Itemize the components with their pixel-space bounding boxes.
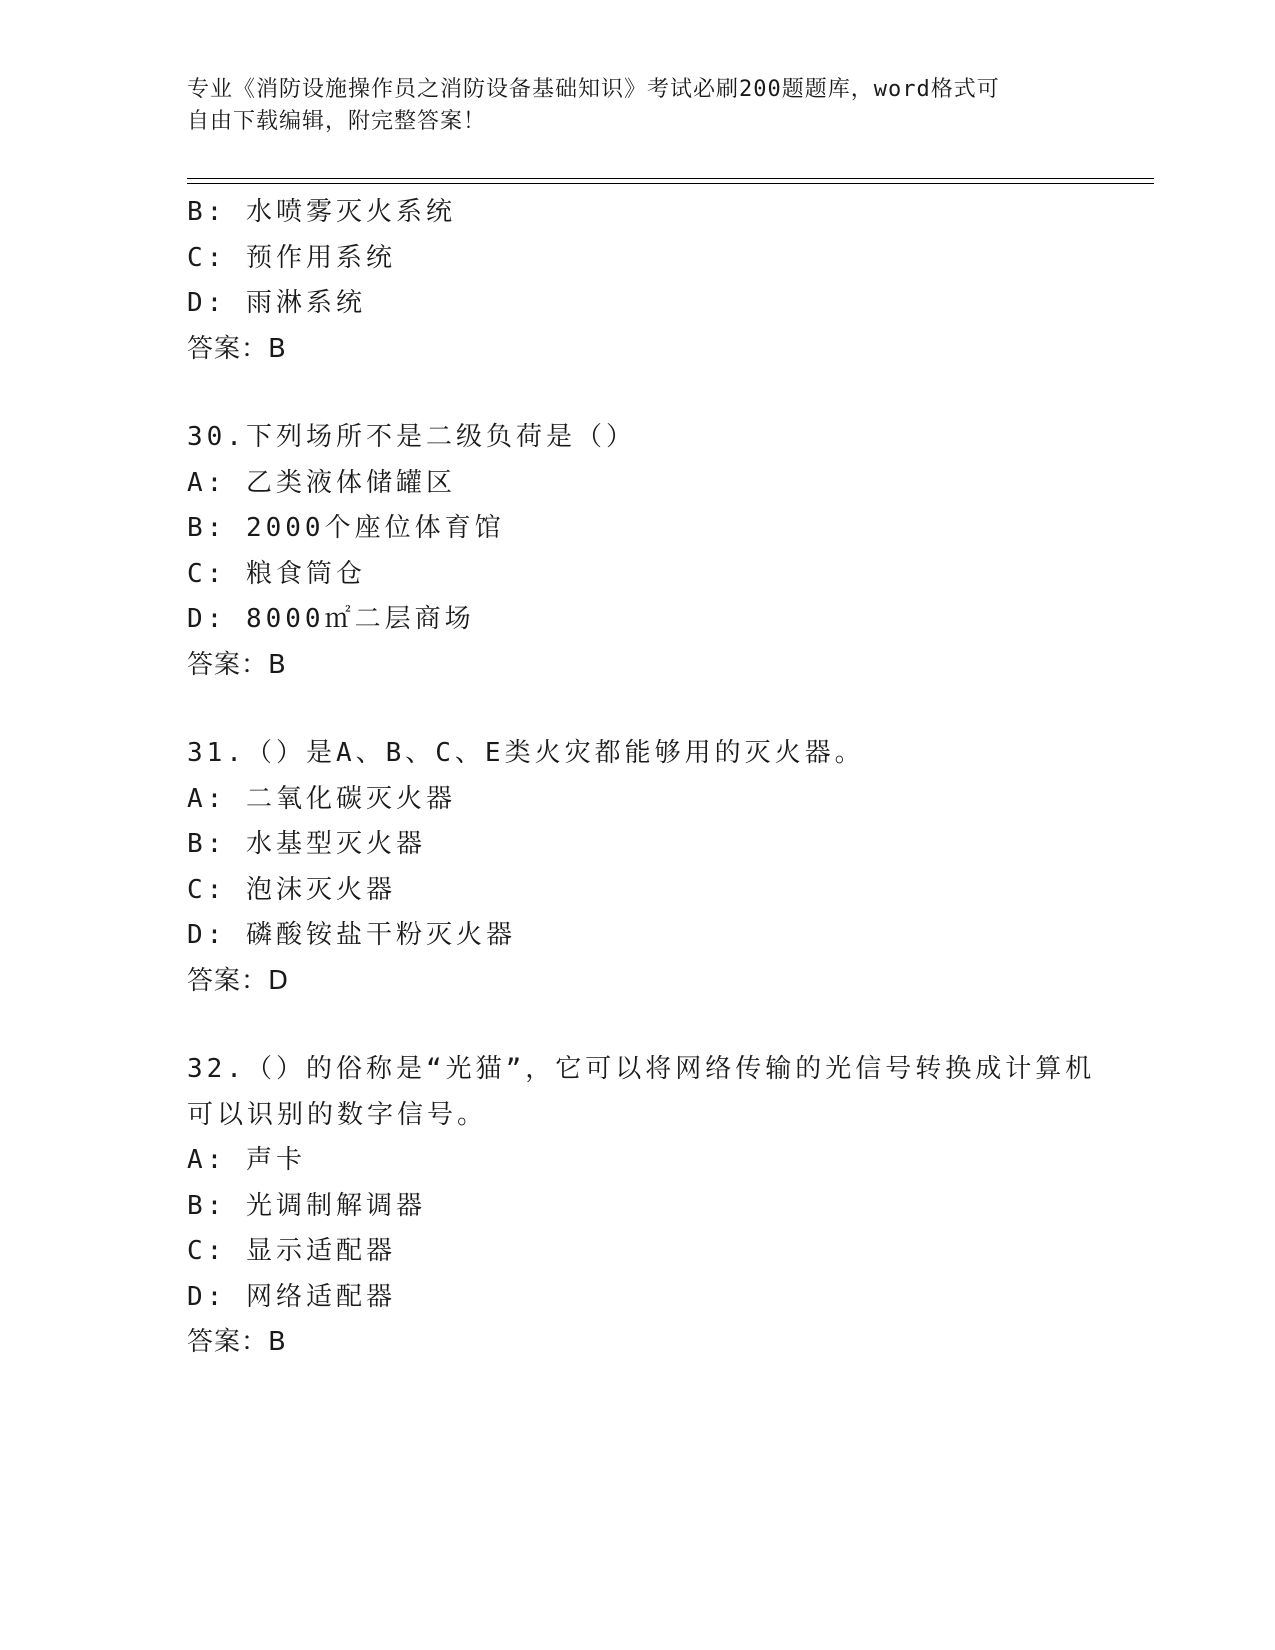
question-stem: 32.（）的俗称是“光猫”，它可以将网络传输的光信号转换成计算机 <box>187 1054 1096 1084</box>
option-a: A: 乙类液体储罐区 <box>187 467 456 498</box>
option-a: A: 声卡 <box>187 1145 306 1175</box>
option-b: B: 光调制解调器 <box>187 1190 426 1221</box>
question-31 <box>187 731 1147 1004</box>
spacer <box>187 688 1147 731</box>
question-stem: 31.（）是A、B、C、E类火灾都能够用的灭火器。 <box>187 738 865 768</box>
option-a: A: 二氧化碳灭火器 <box>187 783 456 814</box>
option-c: C: 显示适配器 <box>187 1236 396 1266</box>
answer-line: 答案：D <box>187 965 290 996</box>
question-32 <box>187 1047 1147 1366</box>
option-b: B: 2000个座位体育馆 <box>187 513 505 543</box>
question-stem-continued: 可以识别的数字信号。 <box>187 1099 488 1130</box>
question-list <box>187 190 1147 1366</box>
answer-line: 答案：B <box>187 1327 287 1357</box>
answer-line: 答案：B <box>187 333 287 364</box>
spacer <box>187 372 1147 415</box>
header-line-1: 专业《消防设施操作员之消防设备基础知识》考试必刷200题题库，word格式可 <box>187 77 1000 102</box>
option-b: B: 水基型灭火器 <box>187 829 426 859</box>
option-d: D: 磷酸铵盐干粉灭火器 <box>187 920 516 950</box>
option-c: C: 预作用系统 <box>187 242 396 273</box>
option-d: D: 网络适配器 <box>187 1281 396 1312</box>
header-rule-top <box>187 178 1154 179</box>
header-line-2: 自由下载编辑，附完整答案！ <box>187 109 487 134</box>
question-29-continued <box>187 190 1147 372</box>
document-header <box>187 74 1087 138</box>
question-stem: 30.下列场所不是二级负荷是（） <box>187 422 636 452</box>
spacer <box>187 1004 1147 1047</box>
answer-line: 答案：B <box>187 649 287 680</box>
option-d: D: 雨淋系统 <box>187 288 366 318</box>
question-30 <box>187 415 1147 688</box>
option-c: C: 泡沫灭火器 <box>187 874 396 905</box>
option-b: B: 水喷雾灭火系统 <box>187 197 456 227</box>
header-rule-bottom <box>187 183 1154 184</box>
option-c: C: 粮食筒仓 <box>187 558 366 589</box>
option-d: D: 8000㎡二层商场 <box>187 604 475 634</box>
